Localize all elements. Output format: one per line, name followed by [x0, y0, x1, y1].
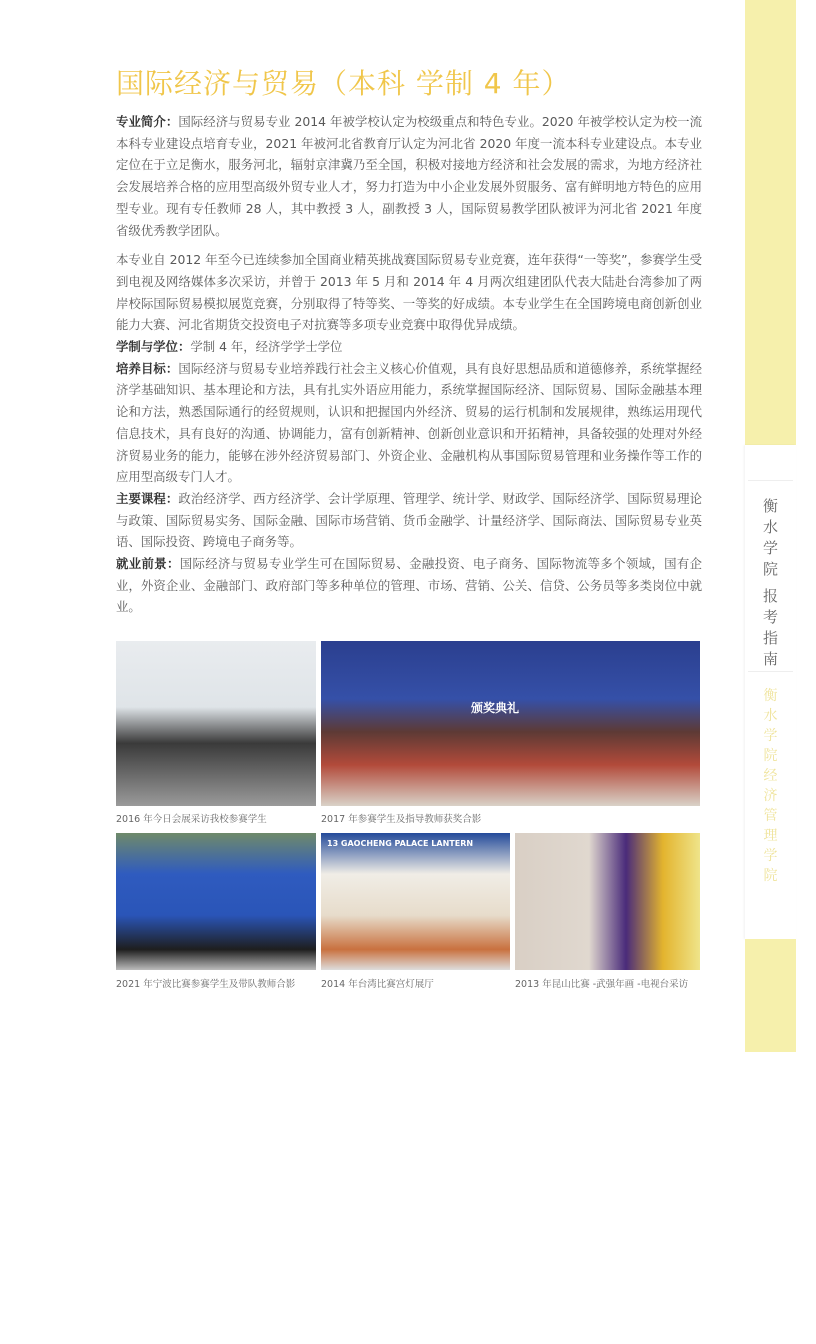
goals-text: 国际经济与贸易专业培养践行社会主义核心价值观，具有良好思想品质和道德修养，系统掌握经济学基础知识、基本理论和方法，具有扎实外语应用能力，系统掌握国际经济、国际贸易、国际金融基本理论和方法，熟悉国际通行的经贸规则，认识和把握国内外经济、贸易的运行机制和发展规律，熟练运用现代信息技术，具有良好的沟通、协调能力，富有创新精神、创新创业意识和开拓精神，具备较强的处理对外经济贸易业务的能力，能够在涉外经济贸易部门、外资企业、金融机构从事国际贸易管理和业务操作等工作的应用型高级专门人才。: [116, 360, 703, 485]
career-text: 国际经济与贸易专业学生可在国际贸易、金融投资、电子商务、国际物流等多个领域，国有企业，外资企业、金融部门、政府部门等多种单位的管理、市场、营销、公关、信贷、公务员等多类岗位中就业。: [116, 556, 702, 615]
degree-paragraph: [116, 336, 702, 358]
intro-paragraph: [116, 111, 702, 241]
goals-label: 培养目标：: [116, 360, 179, 376]
goals-paragraph: [116, 358, 702, 488]
photo-2014-taiwan-lantern-hall: [321, 833, 510, 970]
sidebar-bottom-band: [745, 939, 796, 1052]
photo-sign: 13 GAOCHENG PALACE LANTERN: [327, 839, 474, 848]
degree-text: 学制 4 年，经济学学士学位: [190, 339, 343, 355]
career-paragraph: [116, 553, 702, 618]
photo-caption: 2021 年宁波比赛参赛学生及带队教师合影: [116, 979, 296, 990]
guide-char: 水: [762, 518, 778, 536]
degree-label: 学制与学位：: [116, 339, 191, 355]
courses-label: 主要课程：: [116, 490, 179, 506]
courses-text: 政治经济学、西方经济学、会计学原理、管理学、统计学、财政学、国际经济学、国际贸易理论与政策、国际贸易实务、国际金融、国际市场营销、货币金融学、计量经济学、国际商法、国际贸易专业英语、国际投资、跨境电子商务等。: [116, 490, 703, 550]
major-description: [116, 111, 702, 618]
sidebar-top-band: [745, 0, 796, 445]
school-name-text: 衡水学院经济管理学院: [763, 688, 778, 884]
competition-text: 本专业自 2012 年至今已连续参加全国商业精英挑战赛国际贸易专业竞赛，连年获得“一等奖”，参赛学生受到电视及网络媒体多次采访，并曾于 2013 年 5 月和 2014 年 4 月两次组建团队代表大陆赴台湾参加了两岸校际国际贸易模拟展览竞赛，分别取得了特等奖、一等奖的好成绩。本专业学生在全国跨境电商创新创业能力大赛、河北省期货交投资电子对抗赛等多项专业竞赛中取得优异成绩。: [116, 252, 702, 333]
photo-caption: 2013 年昆山比赛 -武强年画 -电视台采访: [515, 979, 689, 990]
photo-2021-ningbo-group: [116, 833, 316, 970]
photo-caption: 2017 年参赛学生及指导教师获奖合影: [321, 814, 482, 825]
guide-char: 考: [762, 608, 778, 626]
competition-paragraph: [116, 249, 702, 336]
sidebar-guide-title: [745, 496, 796, 670]
career-label: 就业前景：: [116, 556, 180, 572]
intro-text: 国际经济与贸易专业 2014 年被学校认定为校级重点和特色专业。2020 年被学校认定为校一流本科专业建设点培育专业，2021 年被河北省教育厅认定为河北省 2020 年度一流本科专业建设点。本专业定位在于立足衡水，服务河北，辐射京津冀乃至全国，积极对接地方经济和社会发展的需求，为地方经济社会发展培养合格的应用型高级外贸专业人才，努力打造为中小企业发展外贸服务、富有鲜明地方特色的应用型专业。现有专任教师 28 人，其中教授 3 人，副教授 3 人，国际贸易教学团队被评为河北省 2021 年度省级优秀教学团队。: [116, 114, 703, 238]
sidebar-divider: [748, 480, 793, 481]
guide-char: 衡: [762, 497, 778, 515]
photo-caption: 2014 年台湾比赛宫灯展厅: [321, 979, 434, 990]
sidebar-divider: [748, 671, 793, 672]
guide-char: 南: [762, 650, 778, 668]
guide-char: 指: [762, 629, 778, 647]
guide-char: 报: [762, 587, 778, 605]
photo-sign: 颁奖典礼: [471, 701, 520, 715]
courses-paragraph: [116, 488, 702, 553]
guide-char: 院: [762, 560, 778, 578]
photo-caption: 2016 年今日会展采访我校参赛学生: [116, 814, 267, 825]
sidebar-school-name: [745, 686, 796, 886]
page-title: 国际经济与贸易（本科 学制 4 年）: [116, 67, 571, 100]
intro-label: 专业简介：: [116, 114, 179, 129]
guide-char: 学: [762, 539, 778, 557]
photo-2016-expo-interview: [116, 641, 316, 806]
photo-2017-award-group: [321, 641, 700, 806]
photo-2013-kunshan-interview: [515, 833, 700, 970]
